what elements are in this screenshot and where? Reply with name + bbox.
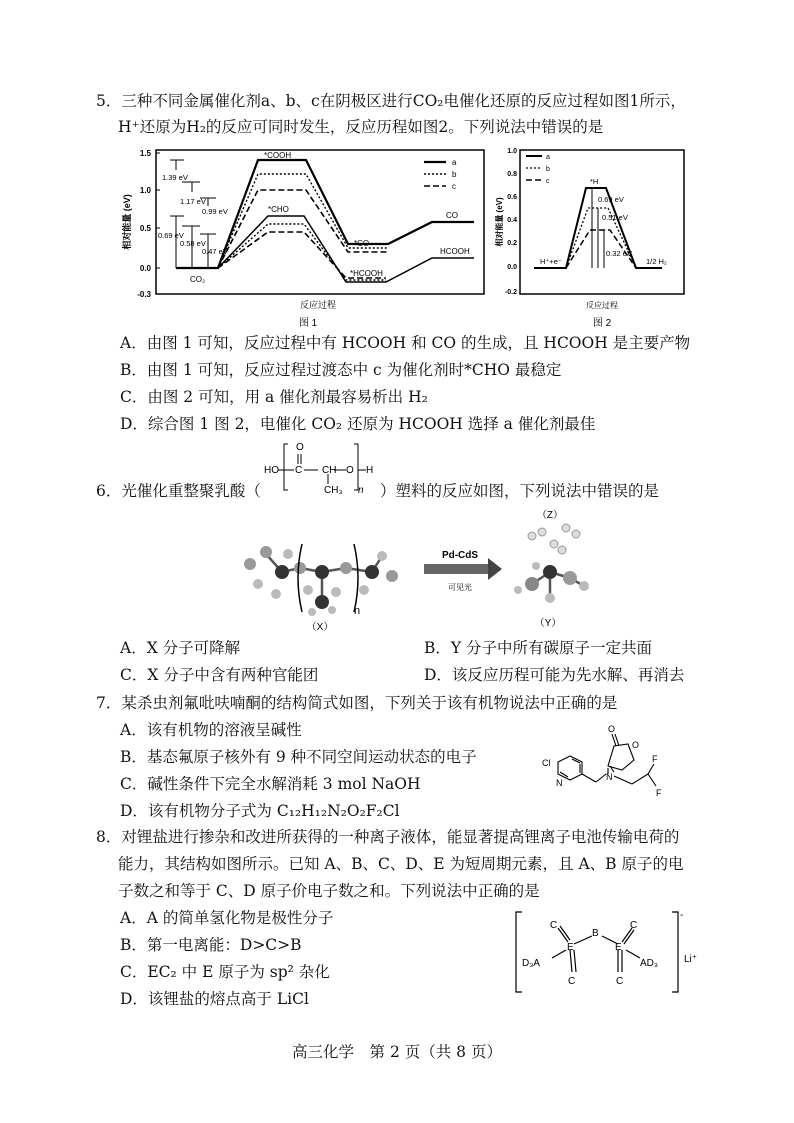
- fig2-ylabel: 相对能量 (eV): [495, 197, 504, 247]
- label-z: （Z）: [536, 510, 564, 521]
- q5-option-a: A．由图 1 可知，反应过程中有 HCOOH 和 CO 的生成，且 HCOOH 是主要产物: [120, 334, 691, 352]
- fig1-ytick: 1.0: [139, 186, 151, 195]
- q7-flupyradifurone-structure: [540, 716, 700, 816]
- fig1-gap: 0.58 eV: [180, 239, 206, 248]
- q6-option-d: D．该反应历程可能为先水解、再消去: [424, 666, 685, 684]
- fig1-ytick: -0.3: [137, 290, 151, 299]
- fig2-ytick: 0.6: [507, 194, 517, 201]
- fig2-species: *H: [590, 177, 599, 186]
- fig2-gap: 0.51 eV: [602, 213, 628, 222]
- q7-option-c: C．碱性条件下完全水解消耗 3 mol NaOH: [120, 775, 421, 793]
- q8-option-c: C．EC₂ 中 E 原子为 sp² 杂化: [120, 963, 330, 981]
- fig1-gap: 0.47 eV: [202, 247, 228, 256]
- q8-option-b: B．第一电离能：D>C>B: [120, 936, 302, 954]
- atom-c: C: [550, 920, 558, 931]
- atom-e: E: [567, 942, 574, 953]
- q5-option-b: B．由图 1 可知，反应过程过渡态中 c 为催化剂时*CHO 最稳定: [120, 361, 562, 379]
- q6-stem-pre: 6．光催化重整聚乳酸（: [96, 482, 261, 500]
- molecule-y: [514, 562, 589, 629]
- fig2-ytick: -0.2: [504, 289, 517, 296]
- catalyst-label: Pd-CdS: [441, 550, 479, 561]
- svg-text:C: C: [295, 465, 303, 476]
- fig1-gap: 0.99 eV: [202, 207, 228, 216]
- atom-c: C: [616, 976, 624, 987]
- label-y: （Y）: [534, 618, 562, 629]
- fig1-gap: 0.69 eV: [158, 231, 184, 240]
- q5-option-c: C．由图 2 可知，用 a 催化剂最容易析出 H₂: [120, 388, 428, 406]
- fig2-ytick: 0.4: [507, 217, 517, 224]
- formula-o-top: O: [296, 442, 304, 453]
- q6-option-c: C．X 分子中含有两种官能团: [120, 666, 319, 684]
- fig1-ytick: 0.0: [139, 264, 151, 273]
- q7-option-b: B．基态氟原子核外有 9 种不同空间运动状态的电子: [120, 748, 477, 766]
- fig2-xlabel: 反应过程: [586, 301, 618, 310]
- atom-f2: F: [656, 788, 662, 798]
- fig2-legend: a: [546, 154, 550, 161]
- fig2-gap: 0.69 eV: [598, 195, 624, 204]
- polymer-n: n: [354, 605, 361, 617]
- condition-label: 可见光: [448, 583, 472, 592]
- svg-text:O: O: [346, 465, 354, 476]
- svg-text:CH: CH: [322, 465, 337, 476]
- fig1-legend: a: [452, 158, 457, 167]
- fig1-legend: b: [452, 170, 457, 179]
- atom-n-amine: N: [606, 772, 613, 782]
- fig1-species: *CO: [354, 239, 370, 248]
- fig2-species: 1/2 H₂: [646, 257, 667, 266]
- fig1-ytick: 1.5: [139, 149, 151, 158]
- fig2-ytick: 0.2: [507, 240, 517, 247]
- q7-option-d: D．该有机物分子式为 C₁₂H₁₂N₂O₂F₂Cl: [120, 802, 400, 820]
- group-ad3: AD₃: [640, 958, 658, 969]
- q6-polylactic-formula: [262, 440, 380, 500]
- atom-o-carbonyl: O: [608, 724, 616, 734]
- formula-n: n: [358, 485, 364, 496]
- cation-li: Li⁺: [684, 954, 698, 965]
- q8-option-a: A．A 的简单氢化物是极性分子: [120, 909, 334, 927]
- q6-option-b: B．Y 分子中所有碳原子一定共面: [424, 639, 653, 657]
- atom-e: E: [615, 942, 622, 953]
- fig1-species: *COOH: [264, 151, 292, 160]
- q8-lithium-salt-structure: [512, 906, 708, 998]
- fig2-ytick: 0.8: [507, 171, 517, 178]
- atom-b: B: [592, 928, 599, 939]
- atom-f1: F: [652, 754, 658, 764]
- fig1-legend: c: [452, 182, 456, 191]
- fig1-ylabel: 相对能量 (eV): [122, 194, 132, 250]
- q6-stem-post: ）塑料的反应如图，下列说法中错误的是: [380, 482, 660, 500]
- fig1-gap: 1.17 eV: [180, 197, 206, 206]
- fig2-ytick: 1.0: [507, 148, 517, 155]
- formula-ch3: CH₃: [324, 485, 343, 496]
- fig2-gap: 0.32 eV: [606, 249, 632, 258]
- q8-stem-line1: 8．对锂盐进行掺杂和改进所获得的一种离子液体，能显著提高锂离子电池传输电荷的: [96, 828, 680, 846]
- fig1-xlabel: 反应过程: [299, 300, 337, 310]
- atom-c: C: [630, 920, 638, 931]
- q8-stem-line3: 子数之和等于 C、D 原子价电子数之和。下列说法中正确的是: [118, 882, 540, 900]
- formula-h: H: [366, 465, 374, 476]
- reaction-arrow: [424, 550, 502, 592]
- formula-ho: HO: [264, 465, 279, 476]
- atom-o-ring: O: [632, 740, 640, 750]
- anion-charge: -: [680, 910, 684, 921]
- fig1-ytick: 0.5: [139, 224, 151, 233]
- q5-stem-line2: H⁺还原为H₂的反应可同时发生，反应历程如图2。下列说法中错误的是: [118, 118, 604, 136]
- fig2-legend: c: [546, 178, 550, 185]
- q5-figure1: [118, 142, 488, 334]
- q7-stem: 7．某杀虫剂氟吡呋喃酮的结构简式如图，下列关于该有机物说法中正确的是: [96, 694, 618, 712]
- q5-figure2: [494, 142, 694, 334]
- label-x: （X）: [306, 622, 334, 633]
- atom-c: C: [568, 976, 576, 987]
- fig1-species: *CHO: [268, 205, 289, 214]
- fig1-species: HCOOH: [440, 247, 470, 256]
- group-d3a: D₃A: [522, 958, 540, 969]
- q8-stem-line2: 能力，其结构如图所示。已知 A、B、C、D、E 为短周期元素，且 A、B 原子的电: [118, 855, 684, 873]
- q5-stem-line1: 5．三种不同金属催化剂a、b、c在阴极区进行CO₂电催化还原的反应过程如图1所示，: [96, 92, 686, 110]
- fig1-species: CO: [446, 211, 458, 220]
- fig1-species: CO₂: [190, 275, 206, 284]
- fig1-gap: 1.39 eV: [162, 173, 188, 182]
- q6-reaction-scheme: [236, 506, 616, 634]
- fig1-caption: 图 1: [298, 318, 318, 329]
- q6-option-a: A．X 分子可降解: [120, 639, 241, 657]
- fig1-species: *HCOOH: [350, 269, 383, 278]
- fig2-legend: b: [546, 166, 550, 173]
- fig2-ytick: 0.0: [507, 264, 517, 271]
- q8-option-d: D．该锂盐的熔点高于 LiCl: [120, 990, 309, 1008]
- atom-n-pyridine: N: [556, 778, 563, 788]
- page-footer: 高三化学 第 2 页（共 8 页）: [292, 1043, 502, 1061]
- molecule-x: [244, 544, 398, 633]
- atom-cl: Cl: [542, 758, 551, 768]
- q5-option-d: D．综合图 1 图 2，电催化 CO₂ 还原为 HCOOH 选择 a 催化剂最佳: [120, 415, 596, 433]
- fig2-species: H⁺+e⁻: [540, 257, 562, 266]
- fig2-caption: 图 2: [592, 318, 612, 329]
- q7-option-a: A．该有机物的溶液呈碱性: [120, 721, 302, 739]
